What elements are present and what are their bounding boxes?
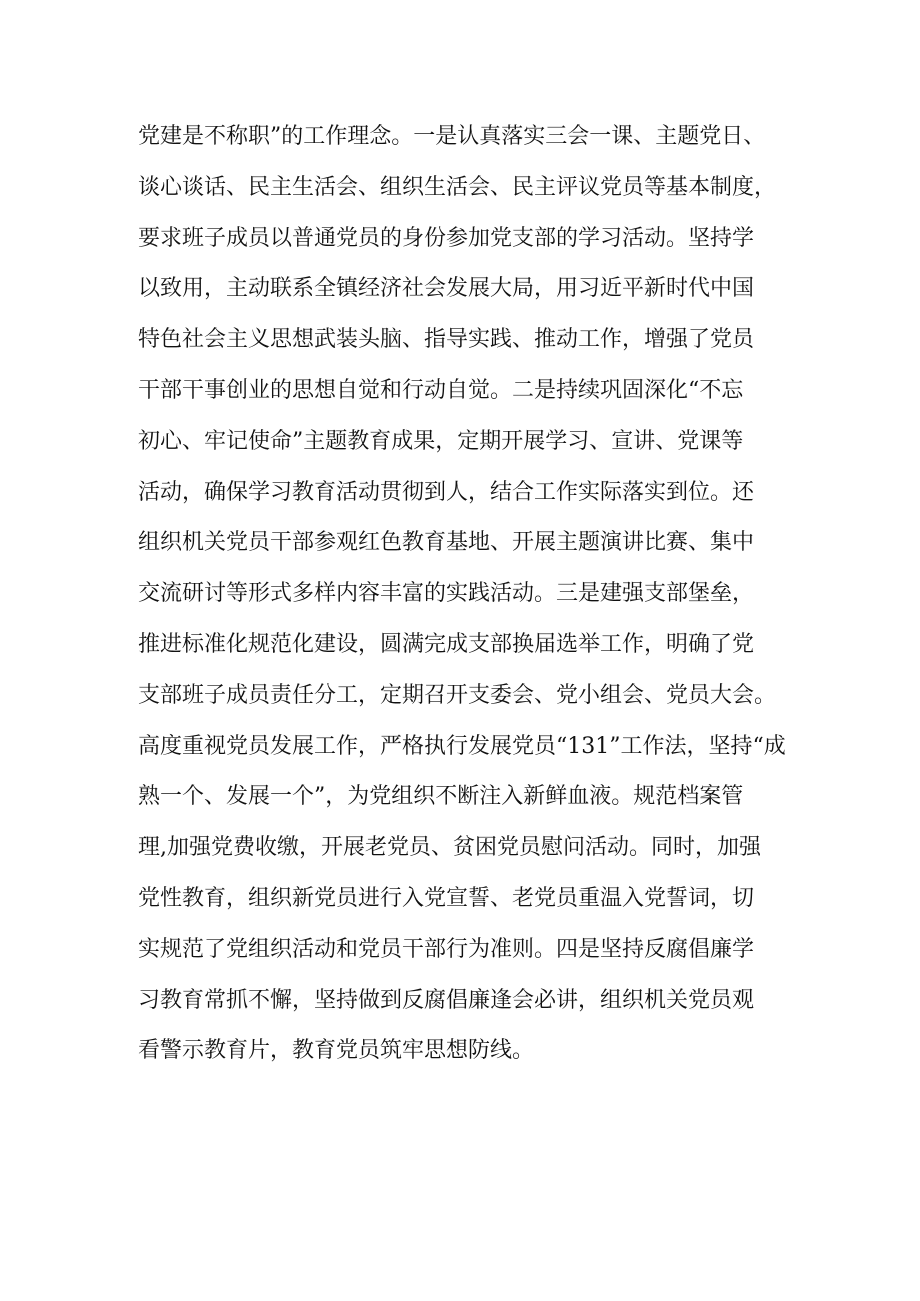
body-paragraph	[138, 112, 818, 1077]
text-line: 特色社会主义思想武装头脑、指导实践、推动工作，增强了党员	[138, 327, 755, 353]
text-line: 推进标准化规范化建设，圆满完成支部换届选举工作，明确了党	[138, 631, 755, 657]
text-line: 熟一个、发展一个”，为党组织不断注入新鲜血液。规范档案管	[138, 784, 744, 810]
text-line: 习教育常抓不懈，坚持做到反腐倡廉逢会必讲，组织机关党员观	[138, 987, 755, 1013]
text-line: 支部班子成员责任分工，定期召开支委会、党小组会、党员大会。	[138, 682, 777, 708]
text-line: 初心、牢记使命”主题教育成果，定期开展学习、宣讲、党课等	[138, 428, 744, 454]
text-line: 看警示教育片，教育党员筑牢思想防线。	[138, 1038, 535, 1064]
text-line: 活动，确保学习教育活动贯彻到人，结合工作实际落实到位。还	[138, 479, 755, 505]
text-line: 高度重视党员发展工作，严格执行发展党员“131”工作法，坚持“成	[138, 733, 786, 759]
text-line: 交流研讨等形式多样内容丰富的实践活动。三是建强支部堡垒，	[138, 581, 755, 607]
text-line: 以致用，主动联系全镇经济社会发展大局，用习近平新时代中国	[138, 276, 755, 302]
text-line: 理,加强党费收缴，开展老党员、贫困党员慰问活动。同时，加强	[138, 835, 761, 861]
text-line: 谈心谈话、民主生活会、组织生活会、民主评议党员等基本制度，	[138, 174, 777, 200]
text-line: 党性教育，组织新党员进行入党宣誓、老党员重温入党誓词，切	[138, 885, 755, 911]
text-line: 组织机关党员干部参观红色教育基地、开展主题演讲比赛、集中	[138, 530, 755, 556]
text-line: 干部干事创业的思想自觉和行动自觉。二是持续巩固深化“不忘	[138, 377, 744, 403]
text-line: 党建是不称职”的工作理念。一是认真落实三会一课、主题党日、	[138, 124, 766, 149]
text-line: 要求班子成员以普通党员的身份参加党支部的学习活动。坚持学	[138, 225, 755, 251]
text-line: 实规范了党组织活动和党员干部行为准则。四是坚持反腐倡廉学	[138, 936, 755, 962]
